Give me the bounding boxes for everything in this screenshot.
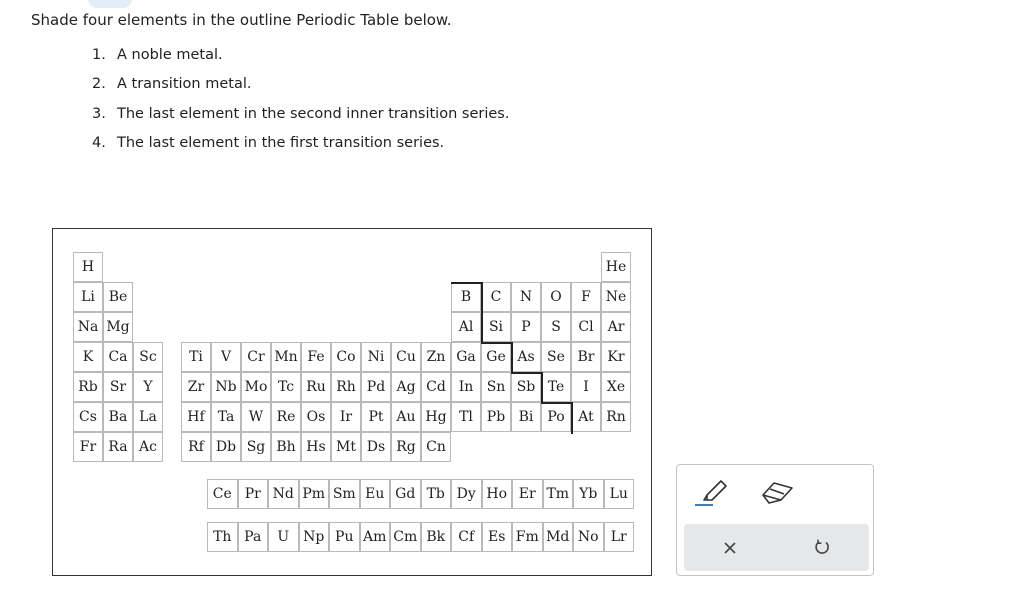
element-in[interactable]: In bbox=[451, 372, 481, 402]
element-rb[interactable]: Rb bbox=[73, 372, 103, 402]
question-item: 3. The last element in the second inner transition series. bbox=[92, 105, 510, 122]
element-zn[interactable]: Zn bbox=[421, 342, 451, 372]
element-as[interactable]: As bbox=[511, 342, 541, 372]
element-ca[interactable]: Ca bbox=[103, 342, 133, 372]
element-tc[interactable]: Tc bbox=[271, 372, 301, 402]
question-item: 4. The last element in the first transition series. bbox=[92, 134, 445, 151]
element-mn[interactable]: Mn bbox=[271, 342, 301, 372]
element-i[interactable]: I bbox=[571, 372, 601, 402]
element-u[interactable]: U bbox=[268, 522, 299, 552]
element-be[interactable]: Be bbox=[103, 282, 133, 312]
element-hs[interactable]: Hs bbox=[301, 432, 331, 462]
element-eu[interactable]: Eu bbox=[360, 479, 391, 509]
element-cu[interactable]: Cu bbox=[391, 342, 421, 372]
element-tl[interactable]: Tl bbox=[451, 402, 481, 432]
element-te[interactable]: Te bbox=[541, 372, 571, 402]
element-bk[interactable]: Bk bbox=[421, 522, 452, 552]
element-v[interactable]: V bbox=[211, 342, 241, 372]
element-sr[interactable]: Sr bbox=[103, 372, 133, 402]
element-se[interactable]: Se bbox=[541, 342, 571, 372]
element-ce[interactable]: Ce bbox=[207, 479, 238, 509]
element-sn[interactable]: Sn bbox=[481, 372, 511, 402]
element-li[interactable]: Li bbox=[73, 282, 103, 312]
periodic-table-frame bbox=[52, 228, 652, 576]
question-prompt: Shade four elements in the outline Periodic Table below. bbox=[31, 11, 452, 29]
element-pm[interactable]: Pm bbox=[299, 479, 330, 509]
element-ho[interactable]: Ho bbox=[482, 479, 513, 509]
highlighter-icon[interactable] bbox=[695, 477, 731, 511]
element-fe[interactable]: Fe bbox=[301, 342, 331, 372]
element-fm[interactable]: Fm bbox=[512, 522, 543, 552]
metal-nonmetal-divider bbox=[481, 282, 483, 344]
element-md[interactable]: Md bbox=[543, 522, 574, 552]
element-am[interactable]: Am bbox=[360, 522, 391, 552]
element-cf[interactable]: Cf bbox=[451, 522, 482, 552]
metal-nonmetal-divider bbox=[451, 282, 481, 284]
metal-nonmetal-divider bbox=[511, 342, 513, 374]
element-sb[interactable]: Sb bbox=[511, 372, 541, 402]
metal-nonmetal-divider bbox=[571, 402, 573, 434]
element-no[interactable]: No bbox=[573, 522, 604, 552]
element-ni[interactable]: Ni bbox=[361, 342, 391, 372]
element-at[interactable]: At bbox=[571, 402, 601, 432]
element-cm[interactable]: Cm bbox=[390, 522, 421, 552]
element-ru[interactable]: Ru bbox=[301, 372, 331, 402]
element-na[interactable]: Na bbox=[73, 312, 103, 342]
element-es[interactable]: Es bbox=[482, 522, 513, 552]
element-lu[interactable]: Lu bbox=[604, 479, 635, 509]
element-re[interactable]: Re bbox=[271, 402, 301, 432]
element-al[interactable]: Al bbox=[451, 312, 481, 342]
element-np[interactable]: Np bbox=[299, 522, 330, 552]
element-mg[interactable]: Mg bbox=[103, 312, 133, 342]
element-mo[interactable]: Mo bbox=[241, 372, 271, 402]
element-sc[interactable]: Sc bbox=[133, 342, 163, 372]
element-rg[interactable]: Rg bbox=[391, 432, 421, 462]
element-ds[interactable]: Ds bbox=[361, 432, 391, 462]
element-db[interactable]: Db bbox=[211, 432, 241, 462]
element-rf[interactable]: Rf bbox=[181, 432, 211, 462]
element-p[interactable]: P bbox=[511, 312, 541, 342]
element-ba[interactable]: Ba bbox=[103, 402, 133, 432]
element-ge[interactable]: Ge bbox=[481, 342, 511, 372]
element-fr[interactable]: Fr bbox=[73, 432, 103, 462]
question-item: 1. A noble metal. bbox=[92, 47, 223, 63]
element-y[interactable]: Y bbox=[133, 372, 163, 402]
element-bi[interactable]: Bi bbox=[511, 402, 541, 432]
element-pt[interactable]: Pt bbox=[361, 402, 391, 432]
element-br[interactable]: Br bbox=[571, 342, 601, 372]
element-yb[interactable]: Yb bbox=[573, 479, 604, 509]
element-c[interactable]: C bbox=[481, 282, 511, 312]
element-au[interactable]: Au bbox=[391, 402, 421, 432]
element-nd[interactable]: Nd bbox=[268, 479, 299, 509]
element-tm[interactable]: Tm bbox=[543, 479, 574, 509]
element-th[interactable]: Th bbox=[207, 522, 238, 552]
element-w[interactable]: W bbox=[241, 402, 271, 432]
element-ti[interactable]: Ti bbox=[181, 342, 211, 372]
eraser-icon[interactable] bbox=[761, 480, 795, 510]
element-ac[interactable]: Ac bbox=[133, 432, 163, 462]
metal-nonmetal-divider bbox=[541, 372, 543, 404]
element-hf[interactable]: Hf bbox=[181, 402, 211, 432]
element-ne[interactable]: Ne bbox=[601, 282, 631, 312]
top-tab-indicator bbox=[88, 0, 132, 8]
element-hg[interactable]: Hg bbox=[421, 402, 451, 432]
element-pr[interactable]: Pr bbox=[238, 479, 269, 509]
element-kr[interactable]: Kr bbox=[601, 342, 631, 372]
metal-nonmetal-divider bbox=[541, 402, 571, 404]
element-cd[interactable]: Cd bbox=[421, 372, 451, 402]
element-pa[interactable]: Pa bbox=[238, 522, 269, 552]
element-tb[interactable]: Tb bbox=[421, 479, 452, 509]
element-ar[interactable]: Ar bbox=[601, 312, 631, 342]
element-ta[interactable]: Ta bbox=[211, 402, 241, 432]
element-gd[interactable]: Gd bbox=[390, 479, 421, 509]
element-o[interactable]: O bbox=[541, 282, 571, 312]
question-item: 2. A transition metal. bbox=[92, 76, 252, 93]
element-rn[interactable]: Rn bbox=[601, 402, 631, 432]
element-zr[interactable]: Zr bbox=[181, 372, 211, 402]
element-mt[interactable]: Mt bbox=[331, 432, 361, 462]
element-sm[interactable]: Sm bbox=[329, 479, 360, 509]
element-bh[interactable]: Bh bbox=[271, 432, 301, 462]
element-er[interactable]: Er bbox=[512, 479, 543, 509]
element-b[interactable]: B bbox=[451, 282, 481, 312]
element-nb[interactable]: Nb bbox=[211, 372, 241, 402]
drawing-toolbar bbox=[676, 464, 874, 576]
element-os[interactable]: Os bbox=[301, 402, 331, 432]
element-pd[interactable]: Pd bbox=[361, 372, 391, 402]
element-ag[interactable]: Ag bbox=[391, 372, 421, 402]
element-rh[interactable]: Rh bbox=[331, 372, 361, 402]
toolbar-actions bbox=[684, 524, 869, 571]
element-lr[interactable]: Lr bbox=[604, 522, 635, 552]
metal-nonmetal-divider bbox=[511, 372, 541, 374]
element-xe[interactable]: Xe bbox=[601, 372, 631, 402]
undo-icon[interactable] bbox=[776, 524, 868, 571]
element-si[interactable]: Si bbox=[481, 312, 511, 342]
element-n[interactable]: N bbox=[511, 282, 541, 312]
element-he[interactable]: He bbox=[601, 252, 631, 282]
element-pb[interactable]: Pb bbox=[481, 402, 511, 432]
element-ga[interactable]: Ga bbox=[451, 342, 481, 372]
element-co[interactable]: Co bbox=[331, 342, 361, 372]
question-list bbox=[92, 44, 509, 161]
element-cs[interactable]: Cs bbox=[73, 402, 103, 432]
element-la[interactable]: La bbox=[133, 402, 163, 432]
element-k[interactable]: K bbox=[73, 342, 103, 372]
element-po[interactable]: Po bbox=[541, 402, 571, 432]
element-ra[interactable]: Ra bbox=[103, 432, 133, 462]
element-cn[interactable]: Cn bbox=[421, 432, 451, 462]
element-f[interactable]: F bbox=[571, 282, 601, 312]
element-s[interactable]: S bbox=[541, 312, 571, 342]
element-pu[interactable]: Pu bbox=[329, 522, 360, 552]
element-h[interactable]: H bbox=[73, 252, 103, 282]
element-ir[interactable]: Ir bbox=[331, 402, 361, 432]
element-cl[interactable]: Cl bbox=[571, 312, 601, 342]
element-dy[interactable]: Dy bbox=[451, 479, 482, 509]
element-cr[interactable]: Cr bbox=[241, 342, 271, 372]
close-icon[interactable] bbox=[684, 524, 776, 571]
element-sg[interactable]: Sg bbox=[241, 432, 271, 462]
metal-nonmetal-divider bbox=[481, 342, 511, 344]
